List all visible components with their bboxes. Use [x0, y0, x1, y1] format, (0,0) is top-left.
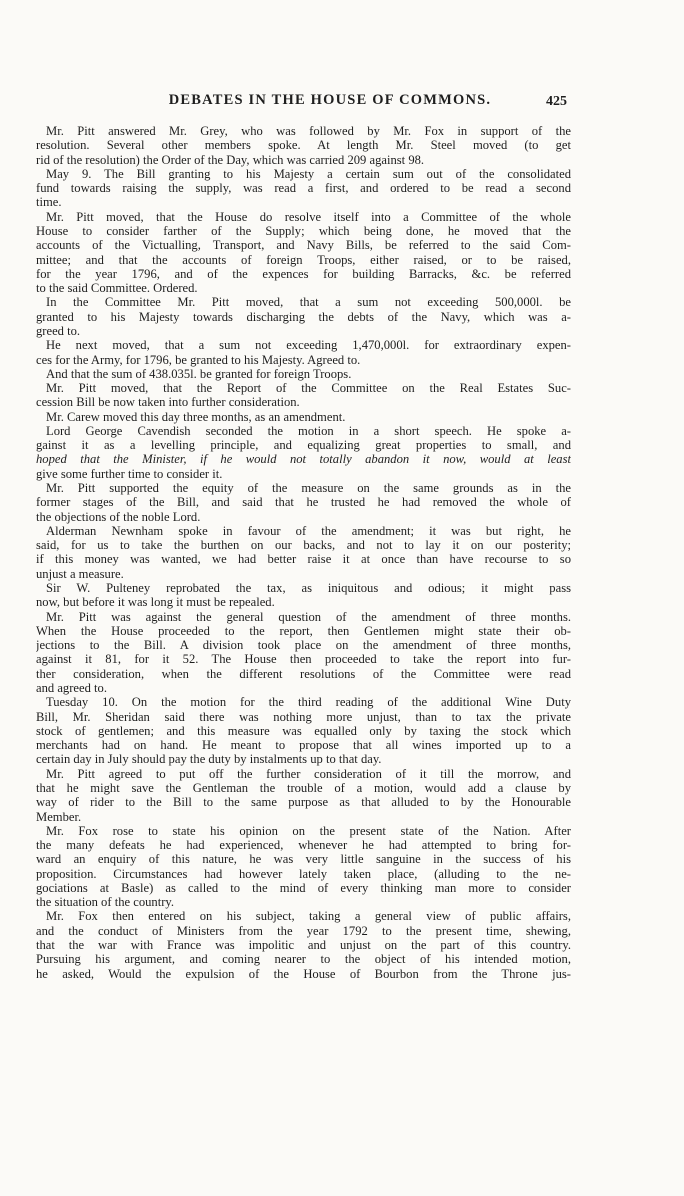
text-line: give some further time to consider it.	[36, 466, 223, 481]
text-line: proposition. Circumstances had however lately taken place, (alluding to the ne-	[36, 866, 571, 881]
text-line: ces for the Army, for 1796, be granted to his Majesty. Agreed to.	[36, 352, 361, 367]
text-line: merchants had on hand. He meant to propose that all wines imported up to a	[36, 738, 571, 753]
text-line: gainst it as a levelling principle, and equalizing great properties to small, and	[36, 438, 571, 453]
text-line: Mr. Pitt agreed to put off the further consideration of it till the morrow, and	[46, 766, 571, 781]
text-line: House to consider farther of the Supply; which being done, he moved that the	[36, 223, 571, 238]
text-line: Lord George Cavendish seconded the motion in a short speech. He spoke a-	[46, 423, 571, 438]
text-line: against it 81, for it 52. The House then proceeded to take the report into fur-	[36, 652, 571, 667]
body-text	[36, 124, 571, 981]
text-line: and agreed to.	[36, 680, 107, 695]
text-line: Mr. Pitt answered Mr. Grey, who was followed by Mr. Fox in support of the	[46, 124, 571, 138]
text-line: the many defeats he had experienced, whenever he had attempted to bring for-	[36, 838, 571, 853]
text-line: time.	[36, 195, 62, 210]
running-header: DEBATES IN THE HOUSE OF COMMONS.	[168, 92, 492, 108]
text-line: for the year 1796, and of the expences for building Barracks, &c. be referred	[36, 266, 571, 281]
text-line: rid of the resolution) the Order of the Day, which was carried 209 against 98.	[36, 152, 425, 167]
text-line: ther consideration, when the different resolutions of the Committee were read	[36, 666, 571, 681]
text-line: Mr. Fox rose to state his opinion on the present state of the Nation. After	[46, 823, 571, 838]
text-line: jections to the Bill. A division took place on the amendment of three months,	[36, 638, 571, 653]
text-line: Tuesday 10. On the motion for the third reading of the additional Wine Duty	[46, 695, 571, 710]
text-line: Mr. Pitt moved, that the House do resolve itself into a Committee of the whole	[46, 209, 571, 224]
text-line: to the said Committee. Ordered.	[36, 281, 198, 296]
text-line: And that the sum of 438.035l. be granted for foreign Troops.	[46, 366, 352, 381]
text-line: ward an enquiry of this nature, he was very little sanguine in the success of his	[36, 852, 571, 867]
text-line: stock of gentlemen; and this measure was equalled only by taxing the stock which	[36, 723, 571, 738]
text-line: accounts of the Victualling, Transport, and Navy Bills, be referred to the said Com-	[36, 238, 571, 253]
text-line: Mr. Pitt supported the equity of the measure on the same grounds as in the	[46, 481, 571, 496]
text-line: Sir W. Pulteney reprobated the tax, as iniquitous and odious; it might pass	[46, 581, 571, 595]
text-line: that he might save the Gentleman the trouble of a motion, would add a clause by	[36, 780, 571, 795]
text-line: When the House proceeded to the report, then Gentlemen might state their ob-	[36, 623, 571, 638]
text-line: he asked, Would the expulsion of the House of Bourbon from the Throne jus-	[36, 966, 571, 981]
text-line: In the Committee Mr. Pitt moved, that a sum not exceeding 500,000l. be	[46, 295, 571, 310]
text-line: greed to.	[36, 323, 81, 338]
text-line: and the conduct of Ministers from the year 1792 to the present time, shewing,	[36, 923, 571, 938]
text-line: the objections of the noble Lord.	[36, 509, 201, 524]
text-line: if this money was wanted, we had better raise it at once than have recourse to so	[36, 552, 571, 567]
text-line: certain day in July should pay the duty by instalments up to that day.	[36, 752, 382, 767]
text-line: Bill, Mr. Sheridan said there was nothing more unjust, than to tax the private	[36, 709, 571, 724]
text-line: mittee; and that the accounts of foreign Troops, either raised, or to be raised,	[36, 252, 571, 267]
text-line: granted to his Majesty towards discharging the debts of the Navy, which was a-	[36, 309, 571, 324]
page-number: 425	[546, 94, 567, 109]
text-line: way of rider to the Bill to the same purpose as that alluded to by the Honourable	[36, 795, 571, 810]
text-line: Mr. Fox then entered on his subject, taking a general view of public affairs,	[46, 909, 571, 924]
text-line: former stages of the Bill, and said that he trusted he had removed the whole of	[36, 495, 571, 510]
text-line: cession Bill be now taken into further consideration.	[36, 395, 300, 410]
text-line: hoped that the Minister, if he would not totally abandon it now, would at least	[36, 452, 571, 467]
text-line: May 9. The Bill granting to his Majesty a certain sum out of the consolidated	[46, 166, 571, 181]
text-line: that the war with France was impolitic and unjust on the part of this country.	[36, 938, 571, 953]
text-line: Mr. Pitt moved, that the Report of the Committee on the Real Estates Suc-	[46, 381, 571, 396]
text-line: said, for us to take the burthen on our backs, and not to lay it on our posterity;	[36, 538, 571, 553]
text-line: resolution. Several other members spoke. At length Mr. Steel moved (to get	[36, 138, 571, 153]
text-line: unjust a measure.	[36, 566, 124, 581]
text-line: the situation of the country.	[36, 895, 175, 910]
text-line: Mr. Carew moved this day three months, as an amendment.	[46, 409, 346, 424]
text-line: Member.	[36, 809, 82, 824]
text-line: Alderman Newnham spoke in favour of the amendment; it was but right, he	[46, 523, 571, 538]
text-line: fund towards raising the supply, was read a first, and ordered to be read a second	[36, 181, 571, 196]
text-line: Mr. Pitt was against the general question of the amendment of three months.	[46, 609, 571, 624]
text-line: now, but before it was long it must be repealed.	[36, 595, 275, 610]
text-line: He next moved, that a sum not exceeding 1,470,000l. for extraordinary expen-	[46, 338, 571, 353]
text-line: gociations at Basle) as called to the mind of every thinking man more to consider	[36, 880, 571, 895]
text-line: Pursuing his argument, and coming nearer to the object of his intended motion,	[36, 952, 571, 967]
